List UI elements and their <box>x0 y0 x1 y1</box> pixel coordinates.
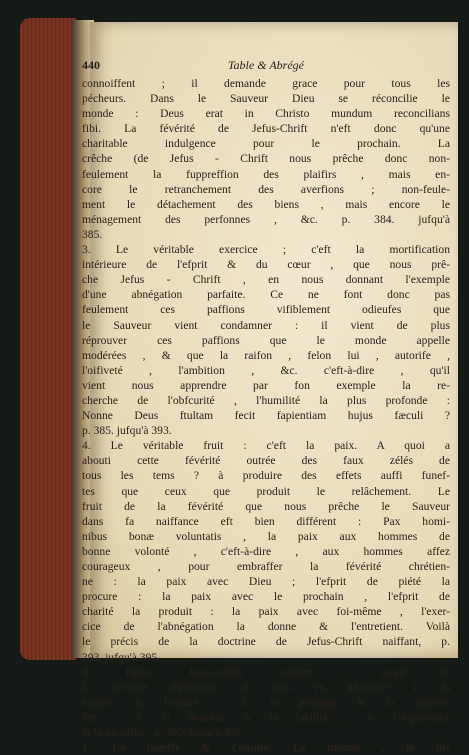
text-line: procure : la paix avec le prochain , l'efprit de <box>82 590 450 604</box>
text-line: charitable indulgence pour le prochain. La <box>82 137 450 151</box>
text-line: 393. jufqu'à 395. <box>82 650 161 664</box>
text-line: Nonne Deus ftultam fecit fapientiam hujus fæculi ? <box>82 409 450 423</box>
text-line: d'une abnégation parfaite. Ce ne font donc pas <box>82 288 450 302</box>
running-title: Table & Abrégé <box>227 58 304 72</box>
text-line: le précis de la doctrine de Jefus-Chrift naiffant, p. <box>82 635 450 649</box>
text-line: monde : Deus erat in Christo mundum reconcilians <box>82 107 450 121</box>
text-line: II. Partie. Jefus-Chrift naiffant , motif de <box>82 665 450 679</box>
text-line: fibi. La févérité de Jefus-Chrift n'eft donc qu'une <box>82 122 450 136</box>
text-line: modérées , & que la raifon , felon lui , autorife , <box>82 348 450 362</box>
text-line: cice de l'abnégation la donne & l'entretient. Voilà <box>82 620 450 634</box>
text-line: feulement la fuppreffion des plaifirs , mais en- <box>82 167 450 181</box>
text-line: vient nous apprendre par fon exemple la re- <box>82 378 450 392</box>
text-line: pécheurs. Dans le Sauveur Dieu se réconcilie le <box>82 92 450 106</box>
page-text <box>82 58 450 755</box>
text-line: abouti cette févérité outrée des faux zélés de <box>82 454 450 468</box>
text-line: ment le détachement des biens , mais encore le <box>82 197 450 211</box>
text-line: 4. Le véritable fruit : c'eft la paix. A quoi a <box>82 439 450 453</box>
text-line: & la néceffité , p. 395. jufqu'à 402. <box>82 726 244 740</box>
text-line: tous les tems ? à produire des effets auffi funef- <box>82 469 450 483</box>
text-line: lité , 3. la douceur & la facilité , 4. l'importance <box>82 710 450 724</box>
text-line: ménagement des perfonnes , &c. p. 384. jufqu'à <box>82 212 450 226</box>
text-line: crêche (de Jefus - Chrift nous prêche donc non- <box>82 152 450 166</box>
text-line: connoiffent ; il demande grace pour tous les <box>82 77 450 90</box>
text-line: 385. <box>82 227 103 241</box>
text-line: core le retranchement des averfions ; non-feule- <box>82 182 450 196</box>
text-line: feulement ces paffions vifiblement odieufes que <box>82 303 450 317</box>
text-line: che Jefus - Chrift , en nous donnant l'exemple <box>82 273 450 287</box>
text-line: la févérité chrétienne. Il nous en découvre 1. la <box>82 680 450 694</box>
text-line: l'oifiveté , l'ambition , &c. c'eft-à-dire , qu'il <box>82 363 450 377</box>
text-line: le Sauveur vient condamner : il vient de plus <box>82 318 450 332</box>
text-line: tes que ceux que produit le relâchement. Le <box>82 484 450 498</box>
text-line: fruit de la févérité que nous prêche le Sauveur <box>82 499 450 513</box>
text-line: 3. Le véritable exercice ; c'eft la mortification <box>82 243 450 257</box>
text-line: bonne volonté , c'eft-à-dire , aux hommes affez <box>82 544 450 558</box>
text-line: dans fa naiffance eft bien différent : Pax homi- <box>82 514 450 528</box>
page-edges <box>20 18 76 660</box>
text-line: 1. La fageffe & l'équité. Le monde , je dis <box>82 741 450 755</box>
text-lines <box>82 76 450 755</box>
page-number: 440 <box>82 58 100 72</box>
text-line: cherche de l'obfcurité , l'humilité la plus profonde : <box>82 393 450 407</box>
text-line: courageux , pour embraffer la févérité chrétien- <box>82 560 450 573</box>
text-line: intérieure de l'efprit & du cœur , que nous prê- <box>82 258 450 272</box>
text-line: p. 385. jufqu'à 393. <box>82 424 172 438</box>
text-line: charité la produit : la paix avec foi-même , l'exer- <box>82 605 450 619</box>
text-line: ne : la paix avec Dieu ; l'efprit de piété la <box>82 575 450 589</box>
page-header <box>82 58 450 76</box>
text-line: fageffe & l'équité , 2. la pratique & la poffibi- <box>82 695 450 709</box>
text-line: réprouver ces paffions que le monde appelle <box>82 333 450 347</box>
text-line: nibus bonæ voluntatis , la paix aux hommes de <box>82 529 450 543</box>
